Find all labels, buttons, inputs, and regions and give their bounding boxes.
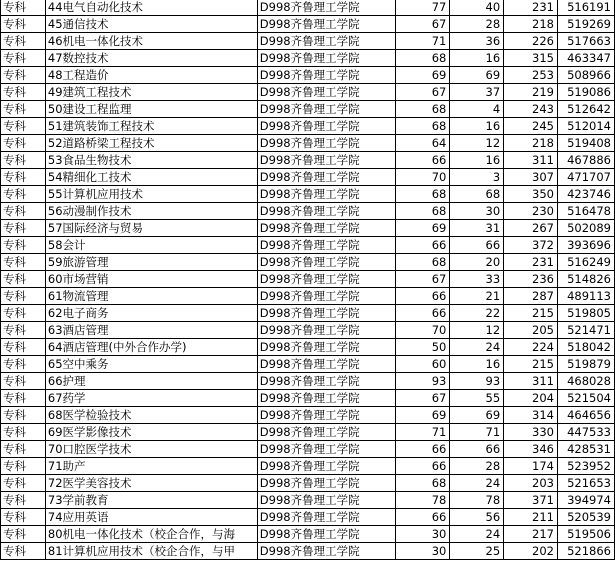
major-cell: 49建筑工程技术: [45, 84, 257, 101]
plan-count-cell: 68: [395, 186, 450, 203]
min-rank-cell: 516191: [558, 0, 615, 16]
admit-count-cell: 24: [450, 339, 504, 356]
min-score-cell: 226: [504, 33, 558, 50]
min-rank-cell: 464656: [558, 407, 615, 424]
min-rank-cell: 423746: [558, 186, 615, 203]
min-rank-cell: 518042: [558, 339, 615, 356]
school-cell: D998齐鲁理工学院: [257, 237, 395, 254]
admit-count-cell: 16: [450, 50, 504, 67]
admit-count-cell: 36: [450, 33, 504, 50]
level-cell: 专科: [1, 135, 46, 152]
min-score-cell: 330: [504, 424, 558, 441]
admit-count-cell: 21: [450, 288, 504, 305]
school-cell: D998齐鲁理工学院: [257, 135, 395, 152]
table-row: [1, 492, 615, 509]
admit-count-cell: 66: [450, 237, 504, 254]
min-score-cell: 202: [504, 543, 558, 560]
level-cell: 专科: [1, 254, 46, 271]
min-score-cell: 203: [504, 475, 558, 492]
plan-count-cell: 67: [395, 16, 450, 33]
major-cell: 58会计: [45, 237, 257, 254]
level-cell: 专科: [1, 356, 46, 373]
admission-table-body: [1, 0, 615, 560]
major-cell: 56动漫制作技术: [45, 203, 257, 220]
min-rank-cell: 512642: [558, 101, 615, 118]
major-cell: 57国际经济与贸易: [45, 220, 257, 237]
min-rank-cell: 463347: [558, 50, 615, 67]
major-cell: 62电子商务: [45, 305, 257, 322]
min-score-cell: 231: [504, 0, 558, 16]
admit-count-cell: 28: [450, 16, 504, 33]
table-row: [1, 390, 615, 407]
plan-count-cell: 66: [395, 441, 450, 458]
table-row: [1, 271, 615, 288]
admit-count-cell: 12: [450, 135, 504, 152]
min-rank-cell: 393696: [558, 237, 615, 254]
school-cell: D998齐鲁理工学院: [257, 509, 395, 526]
min-rank-cell: 519269: [558, 16, 615, 33]
plan-count-cell: 68: [395, 50, 450, 67]
table-row: [1, 407, 615, 424]
level-cell: 专科: [1, 407, 46, 424]
plan-count-cell: 66: [395, 152, 450, 169]
plan-count-cell: 66: [395, 237, 450, 254]
admit-count-cell: 69: [450, 67, 504, 84]
admit-count-cell: 20: [450, 254, 504, 271]
min-rank-cell: 489113: [558, 288, 615, 305]
min-score-cell: 204: [504, 390, 558, 407]
plan-count-cell: 68: [395, 118, 450, 135]
level-cell: 专科: [1, 373, 46, 390]
plan-count-cell: 66: [395, 458, 450, 475]
min-score-cell: 205: [504, 322, 558, 339]
school-cell: D998齐鲁理工学院: [257, 356, 395, 373]
min-score-cell: 218: [504, 135, 558, 152]
admit-count-cell: 69: [450, 407, 504, 424]
level-cell: 专科: [1, 475, 46, 492]
level-cell: 专科: [1, 152, 46, 169]
school-cell: D998齐鲁理工学院: [257, 424, 395, 441]
min-score-cell: 372: [504, 237, 558, 254]
plan-count-cell: 30: [395, 526, 450, 543]
min-rank-cell: 468028: [558, 373, 615, 390]
min-rank-cell: 428531: [558, 441, 615, 458]
admit-count-cell: 37: [450, 84, 504, 101]
min-rank-cell: 516249: [558, 254, 615, 271]
plan-count-cell: 68: [395, 101, 450, 118]
table-row: [1, 0, 615, 16]
min-rank-cell: 516478: [558, 203, 615, 220]
min-score-cell: 215: [504, 305, 558, 322]
table-row: [1, 16, 615, 33]
admit-count-cell: 16: [450, 118, 504, 135]
min-score-cell: 215: [504, 356, 558, 373]
admit-count-cell: 31: [450, 220, 504, 237]
table-row: [1, 356, 615, 373]
min-score-cell: 253: [504, 67, 558, 84]
plan-count-cell: 69: [395, 220, 450, 237]
school-cell: D998齐鲁理工学院: [257, 67, 395, 84]
school-cell: D998齐鲁理工学院: [257, 118, 395, 135]
major-cell: 47数控技术: [45, 50, 257, 67]
major-cell: 59旅游管理: [45, 254, 257, 271]
school-cell: D998齐鲁理工学院: [257, 169, 395, 186]
min-rank-cell: 519805: [558, 305, 615, 322]
table-row: [1, 475, 615, 492]
level-cell: 专科: [1, 67, 46, 84]
level-cell: 专科: [1, 543, 46, 560]
plan-count-cell: 30: [395, 543, 450, 560]
major-cell: 73学前教育: [45, 492, 257, 509]
level-cell: 专科: [1, 458, 46, 475]
plan-count-cell: 68: [395, 203, 450, 220]
major-cell: 52道路桥梁工程技术: [45, 135, 257, 152]
level-cell: 专科: [1, 322, 46, 339]
major-cell: 69医学影像技术: [45, 424, 257, 441]
major-cell: 44电气自动化技术: [45, 0, 257, 16]
major-cell: 70口腔医学技术: [45, 441, 257, 458]
level-cell: 专科: [1, 33, 46, 50]
major-cell: 81计算机应用技术（校企合作，与甲: [45, 543, 257, 560]
min-rank-cell: 514826: [558, 271, 615, 288]
school-cell: D998齐鲁理工学院: [257, 390, 395, 407]
admit-count-cell: 40: [450, 0, 504, 16]
min-score-cell: 307: [504, 169, 558, 186]
table-row: [1, 237, 615, 254]
major-cell: 50建设工程监理: [45, 101, 257, 118]
level-cell: 专科: [1, 169, 46, 186]
min-rank-cell: 521504: [558, 390, 615, 407]
school-cell: D998齐鲁理工学院: [257, 407, 395, 424]
plan-count-cell: 78: [395, 492, 450, 509]
school-cell: D998齐鲁理工学院: [257, 339, 395, 356]
table-row: [1, 84, 615, 101]
admit-count-cell: 24: [450, 475, 504, 492]
level-cell: 专科: [1, 509, 46, 526]
min-score-cell: 219: [504, 84, 558, 101]
admit-count-cell: 16: [450, 356, 504, 373]
school-cell: D998齐鲁理工学院: [257, 0, 395, 16]
major-cell: 54精细化工技术: [45, 169, 257, 186]
major-cell: 55计算机应用技术: [45, 186, 257, 203]
admit-count-cell: 28: [450, 458, 504, 475]
min-rank-cell: 508966: [558, 67, 615, 84]
plan-count-cell: 67: [395, 271, 450, 288]
admit-count-cell: 16: [450, 152, 504, 169]
admit-count-cell: 4: [450, 101, 504, 118]
table-row: [1, 152, 615, 169]
plan-count-cell: 68: [395, 254, 450, 271]
admit-count-cell: 78: [450, 492, 504, 509]
plan-count-cell: 67: [395, 390, 450, 407]
plan-count-cell: 69: [395, 67, 450, 84]
level-cell: 专科: [1, 101, 46, 118]
level-cell: 专科: [1, 288, 46, 305]
plan-count-cell: 71: [395, 424, 450, 441]
min-rank-cell: 521471: [558, 322, 615, 339]
min-rank-cell: 471707: [558, 169, 615, 186]
min-score-cell: 311: [504, 152, 558, 169]
min-score-cell: 245: [504, 118, 558, 135]
major-cell: 45通信技术: [45, 16, 257, 33]
school-cell: D998齐鲁理工学院: [257, 475, 395, 492]
min-score-cell: 314: [504, 407, 558, 424]
school-cell: D998齐鲁理工学院: [257, 322, 395, 339]
level-cell: 专科: [1, 526, 46, 543]
min-rank-cell: 520539: [558, 509, 615, 526]
major-cell: 53食品生物技术: [45, 152, 257, 169]
major-cell: 66护理: [45, 373, 257, 390]
min-score-cell: 346: [504, 441, 558, 458]
major-cell: 61物流管理: [45, 288, 257, 305]
level-cell: 专科: [1, 186, 46, 203]
admit-count-cell: 25: [450, 543, 504, 560]
level-cell: 专科: [1, 305, 46, 322]
min-score-cell: 236: [504, 271, 558, 288]
level-cell: 专科: [1, 271, 46, 288]
table-row: [1, 509, 615, 526]
min-rank-cell: 447533: [558, 424, 615, 441]
min-rank-cell: 502089: [558, 220, 615, 237]
min-rank-cell: 467886: [558, 152, 615, 169]
school-cell: D998齐鲁理工学院: [257, 203, 395, 220]
min-score-cell: 287: [504, 288, 558, 305]
level-cell: 专科: [1, 0, 46, 16]
table-row: [1, 118, 615, 135]
table-row: [1, 203, 615, 220]
table-row: [1, 288, 615, 305]
admit-count-cell: 71: [450, 424, 504, 441]
min-score-cell: 230: [504, 203, 558, 220]
admit-count-cell: 30: [450, 203, 504, 220]
min-score-cell: 350: [504, 186, 558, 203]
level-cell: 专科: [1, 424, 46, 441]
school-cell: D998齐鲁理工学院: [257, 254, 395, 271]
min-rank-cell: 521653: [558, 475, 615, 492]
plan-count-cell: 50: [395, 339, 450, 356]
school-cell: D998齐鲁理工学院: [257, 152, 395, 169]
school-cell: D998齐鲁理工学院: [257, 84, 395, 101]
admit-count-cell: 24: [450, 526, 504, 543]
school-cell: D998齐鲁理工学院: [257, 186, 395, 203]
level-cell: 专科: [1, 84, 46, 101]
level-cell: 专科: [1, 220, 46, 237]
table-row: [1, 50, 615, 67]
plan-count-cell: 66: [395, 509, 450, 526]
school-cell: D998齐鲁理工学院: [257, 16, 395, 33]
table-row: [1, 458, 615, 475]
plan-count-cell: 64: [395, 135, 450, 152]
school-cell: D998齐鲁理工学院: [257, 305, 395, 322]
major-cell: 64酒店管理(中外合作办学): [45, 339, 257, 356]
school-cell: D998齐鲁理工学院: [257, 50, 395, 67]
table-row: [1, 424, 615, 441]
admit-count-cell: 22: [450, 305, 504, 322]
min-score-cell: 243: [504, 101, 558, 118]
school-cell: D998齐鲁理工学院: [257, 492, 395, 509]
min-score-cell: 231: [504, 254, 558, 271]
admit-count-cell: 56: [450, 509, 504, 526]
min-score-cell: 174: [504, 458, 558, 475]
table-row: [1, 543, 615, 560]
admit-count-cell: 68: [450, 186, 504, 203]
school-cell: D998齐鲁理工学院: [257, 373, 395, 390]
plan-count-cell: 77: [395, 0, 450, 16]
level-cell: 专科: [1, 203, 46, 220]
major-cell: 51建筑装饰工程技术: [45, 118, 257, 135]
major-cell: 60市场营销: [45, 271, 257, 288]
min-rank-cell: 517663: [558, 33, 615, 50]
school-cell: D998齐鲁理工学院: [257, 543, 395, 560]
major-cell: 67药学: [45, 390, 257, 407]
major-cell: 68医学检验技术: [45, 407, 257, 424]
school-cell: D998齐鲁理工学院: [257, 441, 395, 458]
min-score-cell: 315: [504, 50, 558, 67]
level-cell: 专科: [1, 118, 46, 135]
level-cell: 专科: [1, 50, 46, 67]
major-cell: 71助产: [45, 458, 257, 475]
major-cell: 65空中乘务: [45, 356, 257, 373]
plan-count-cell: 71: [395, 33, 450, 50]
min-rank-cell: 394974: [558, 492, 615, 509]
min-rank-cell: 519879: [558, 356, 615, 373]
table-row: [1, 220, 615, 237]
table-row: [1, 339, 615, 356]
min-score-cell: 224: [504, 339, 558, 356]
table-row: [1, 67, 615, 84]
admit-count-cell: 12: [450, 322, 504, 339]
major-cell: 72医学美容技术: [45, 475, 257, 492]
table-row: [1, 101, 615, 118]
table-row: [1, 169, 615, 186]
plan-count-cell: 69: [395, 407, 450, 424]
level-cell: 专科: [1, 237, 46, 254]
min-score-cell: 311: [504, 373, 558, 390]
table-row: [1, 186, 615, 203]
min-score-cell: 211: [504, 509, 558, 526]
table-row: [1, 135, 615, 152]
min-rank-cell: 519086: [558, 84, 615, 101]
plan-count-cell: 70: [395, 169, 450, 186]
min-score-cell: 371: [504, 492, 558, 509]
level-cell: 专科: [1, 16, 46, 33]
school-cell: D998齐鲁理工学院: [257, 288, 395, 305]
min-score-cell: 267: [504, 220, 558, 237]
min-rank-cell: 521866: [558, 543, 615, 560]
admit-count-cell: 66: [450, 441, 504, 458]
school-cell: D998齐鲁理工学院: [257, 101, 395, 118]
level-cell: 专科: [1, 390, 46, 407]
table-row: [1, 33, 615, 50]
min-rank-cell: 519506: [558, 526, 615, 543]
plan-count-cell: 66: [395, 288, 450, 305]
major-cell: 48工程造价: [45, 67, 257, 84]
admit-count-cell: 33: [450, 271, 504, 288]
school-cell: D998齐鲁理工学院: [257, 220, 395, 237]
plan-count-cell: 70: [395, 322, 450, 339]
major-cell: 80机电一体化技术（校企合作，与海: [45, 526, 257, 543]
school-cell: D998齐鲁理工学院: [257, 526, 395, 543]
school-cell: D998齐鲁理工学院: [257, 458, 395, 475]
school-cell: D998齐鲁理工学院: [257, 33, 395, 50]
major-cell: 63酒店管理: [45, 322, 257, 339]
admit-count-cell: 93: [450, 373, 504, 390]
school-cell: D998齐鲁理工学院: [257, 271, 395, 288]
table-row: [1, 322, 615, 339]
min-rank-cell: 523952: [558, 458, 615, 475]
table-row: [1, 254, 615, 271]
admit-count-cell: 3: [450, 169, 504, 186]
major-cell: 74应用英语: [45, 509, 257, 526]
level-cell: 专科: [1, 492, 46, 509]
level-cell: 专科: [1, 339, 46, 356]
table-row: [1, 305, 615, 322]
table-row: [1, 373, 615, 390]
table-row: [1, 441, 615, 458]
plan-count-cell: 68: [395, 475, 450, 492]
plan-count-cell: 66: [395, 305, 450, 322]
level-cell: 专科: [1, 441, 46, 458]
min-rank-cell: 512014: [558, 118, 615, 135]
plan-count-cell: 67: [395, 84, 450, 101]
admit-count-cell: 55: [450, 390, 504, 407]
min-rank-cell: 519408: [558, 135, 615, 152]
major-cell: 46机电一体化技术: [45, 33, 257, 50]
table-row: [1, 526, 615, 543]
plan-count-cell: 60: [395, 356, 450, 373]
plan-count-cell: 93: [395, 373, 450, 390]
min-score-cell: 218: [504, 16, 558, 33]
min-score-cell: 217: [504, 526, 558, 543]
